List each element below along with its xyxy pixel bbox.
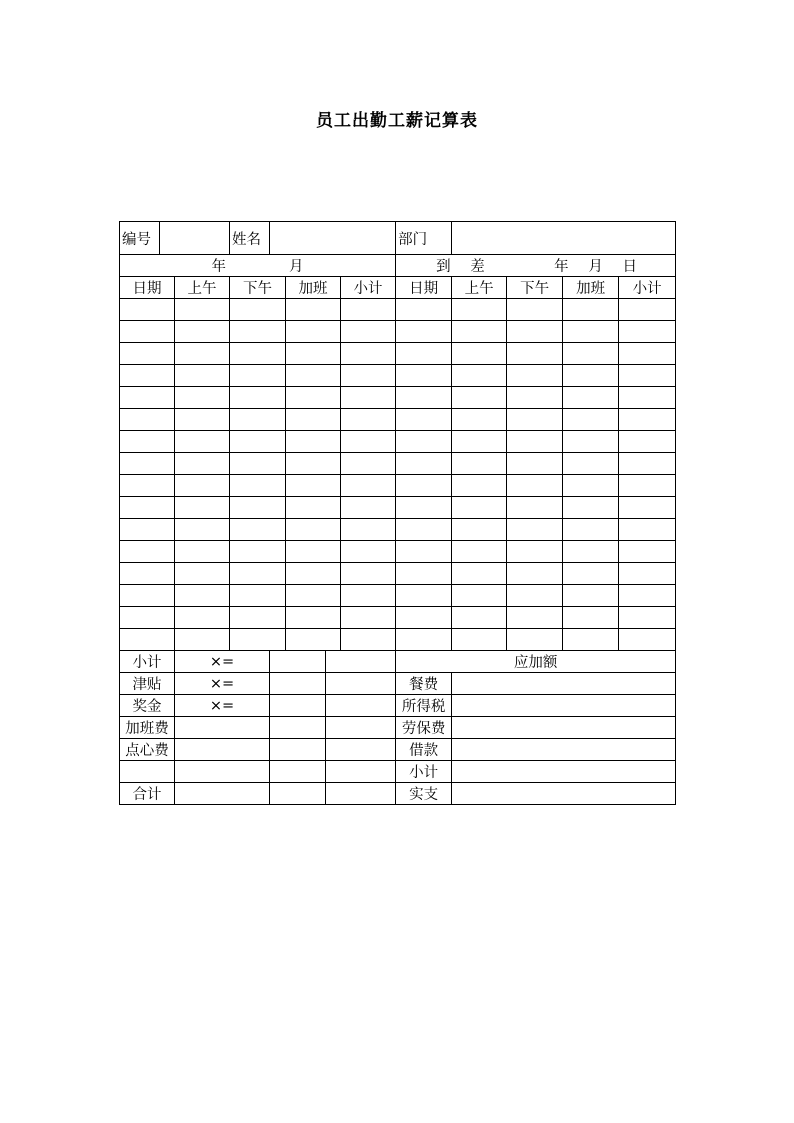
table-cell[interactable] <box>341 365 396 387</box>
table-cell[interactable] <box>286 563 341 585</box>
table-cell[interactable] <box>120 343 175 365</box>
name-label: 姓名 <box>230 222 270 255</box>
net-pay-label: 实支 <box>396 783 452 805</box>
table-cell[interactable] <box>507 519 563 541</box>
table-cell[interactable] <box>120 409 175 431</box>
table-cell[interactable] <box>175 585 230 607</box>
table-cell[interactable] <box>507 431 563 453</box>
table-cell[interactable] <box>507 321 563 343</box>
column-header: 下午 <box>507 277 563 299</box>
table-cell[interactable] <box>619 453 676 475</box>
meal-fee-field[interactable] <box>452 673 676 695</box>
table-cell[interactable] <box>286 475 341 497</box>
table-cell[interactable] <box>175 519 230 541</box>
table-row <box>120 431 676 453</box>
table-row <box>120 629 676 651</box>
table-cell[interactable] <box>120 497 175 519</box>
summary-row <box>120 673 676 695</box>
trip-year-label: 年 <box>554 259 569 275</box>
dept-label: 部门 <box>396 222 452 255</box>
table-cell[interactable] <box>452 321 507 343</box>
table-cell[interactable] <box>286 541 341 563</box>
table-cell[interactable] <box>452 431 507 453</box>
summary-cell[interactable] <box>175 783 270 805</box>
table-cell[interactable] <box>563 321 619 343</box>
summary-row <box>120 651 676 673</box>
table-cell[interactable] <box>396 519 452 541</box>
trip-month-label: 月 <box>588 259 603 275</box>
table-row <box>120 453 676 475</box>
column-header-row <box>120 277 676 299</box>
summary-row <box>120 695 676 717</box>
table-cell[interactable] <box>563 431 619 453</box>
table-cell[interactable] <box>396 387 452 409</box>
deductions-header: 应加额 <box>396 651 676 673</box>
table-cell[interactable] <box>120 629 175 651</box>
table-cell[interactable] <box>396 453 452 475</box>
table-cell[interactable] <box>619 475 676 497</box>
table-cell[interactable] <box>120 431 175 453</box>
table-cell[interactable] <box>286 343 341 365</box>
table-cell[interactable] <box>230 299 286 321</box>
summary-cell[interactable] <box>326 783 396 805</box>
column-header: 下午 <box>230 277 286 299</box>
table-cell[interactable] <box>120 585 175 607</box>
table-cell[interactable] <box>230 607 286 629</box>
table-cell[interactable] <box>341 431 396 453</box>
labor-insurance-label: 劳保费 <box>396 717 452 739</box>
allowance-label: 津贴 <box>120 673 175 695</box>
overtime-pay-label: 加班费 <box>120 717 175 739</box>
table-row <box>120 607 676 629</box>
table-cell[interactable] <box>286 585 341 607</box>
table-cell[interactable] <box>341 541 396 563</box>
table-cell[interactable] <box>619 497 676 519</box>
table-cell[interactable] <box>120 541 175 563</box>
table-cell[interactable] <box>286 431 341 453</box>
trip-label-b: 差 <box>470 259 485 275</box>
table-cell[interactable] <box>452 629 507 651</box>
summary-cell[interactable] <box>270 695 326 717</box>
table-cell[interactable] <box>120 299 175 321</box>
snack-fee-label: 点心费 <box>120 739 175 761</box>
attendance-pay-table <box>119 221 676 805</box>
period-row <box>120 255 676 277</box>
table-cell[interactable] <box>563 409 619 431</box>
table-cell[interactable] <box>507 299 563 321</box>
meal-fee-label: 餐费 <box>396 673 452 695</box>
table-cell[interactable] <box>507 387 563 409</box>
table-cell[interactable] <box>230 343 286 365</box>
table-cell[interactable] <box>341 585 396 607</box>
table-cell[interactable] <box>563 387 619 409</box>
table-cell[interactable] <box>230 541 286 563</box>
table-cell[interactable] <box>563 475 619 497</box>
column-header: 上午 <box>452 277 507 299</box>
table-cell[interactable] <box>230 365 286 387</box>
column-header: 上午 <box>175 277 230 299</box>
column-header: 小计 <box>341 277 396 299</box>
page-title: 员工出勤工薪记算表 <box>316 111 478 131</box>
table-cell[interactable] <box>396 607 452 629</box>
table-cell[interactable] <box>619 299 676 321</box>
table-cell[interactable] <box>341 475 396 497</box>
table-cell[interactable] <box>396 497 452 519</box>
table-cell[interactable] <box>619 563 676 585</box>
table-cell[interactable] <box>619 629 676 651</box>
table-cell[interactable] <box>619 607 676 629</box>
table-cell[interactable] <box>396 299 452 321</box>
allowance-times: ×= <box>175 673 270 695</box>
table-cell[interactable] <box>563 541 619 563</box>
table-cell[interactable] <box>452 453 507 475</box>
labor-insurance-field[interactable] <box>452 717 676 739</box>
table-cell[interactable] <box>563 497 619 519</box>
table-cell[interactable] <box>452 541 507 563</box>
table-row <box>120 585 676 607</box>
table-cell[interactable] <box>396 431 452 453</box>
table-row <box>120 299 676 321</box>
table-cell[interactable] <box>286 409 341 431</box>
table-cell[interactable] <box>341 453 396 475</box>
table-cell[interactable] <box>507 585 563 607</box>
table-row <box>120 409 676 431</box>
table-cell[interactable] <box>619 409 676 431</box>
table-cell[interactable] <box>175 541 230 563</box>
summary-cell[interactable] <box>326 695 396 717</box>
bonus-label: 奖金 <box>120 695 175 717</box>
table-row <box>120 563 676 585</box>
table-cell[interactable] <box>230 497 286 519</box>
name-field[interactable] <box>270 222 396 255</box>
summary-cell[interactable] <box>326 717 396 739</box>
total-label: 合计 <box>120 783 175 805</box>
table-cell[interactable] <box>230 563 286 585</box>
table-cell[interactable] <box>619 321 676 343</box>
table-cell[interactable] <box>396 585 452 607</box>
table-cell[interactable] <box>507 541 563 563</box>
table-cell[interactable] <box>563 519 619 541</box>
table-cell[interactable] <box>286 497 341 519</box>
table-cell[interactable] <box>396 343 452 365</box>
table-row <box>120 475 676 497</box>
table-row <box>120 519 676 541</box>
month-label: 月 <box>289 259 304 275</box>
table-cell[interactable] <box>120 387 175 409</box>
table-cell[interactable] <box>507 343 563 365</box>
summary-cell[interactable] <box>326 761 396 783</box>
year-label: 年 <box>211 259 227 275</box>
table-cell[interactable] <box>396 541 452 563</box>
table-cell[interactable] <box>619 365 676 387</box>
table-cell[interactable] <box>175 497 230 519</box>
period-cell[interactable] <box>120 255 396 277</box>
bonus-times: ×= <box>175 695 270 717</box>
income-tax-field[interactable] <box>452 695 676 717</box>
table-cell[interactable] <box>341 299 396 321</box>
table-cell[interactable] <box>286 519 341 541</box>
table-cell[interactable] <box>286 365 341 387</box>
column-header: 日期 <box>120 277 175 299</box>
summary-cell[interactable] <box>175 717 270 739</box>
loan-label: 借款 <box>396 739 452 761</box>
table-cell[interactable] <box>175 475 230 497</box>
table-cell[interactable] <box>341 497 396 519</box>
table-cell[interactable] <box>507 453 563 475</box>
table-cell[interactable] <box>452 365 507 387</box>
table-cell[interactable] <box>563 607 619 629</box>
deduct-subtotal-label: 小计 <box>396 761 452 783</box>
loan-field[interactable] <box>452 739 676 761</box>
table-cell[interactable] <box>341 321 396 343</box>
table-cell[interactable] <box>619 343 676 365</box>
table-row <box>120 497 676 519</box>
summary-cell[interactable] <box>326 673 396 695</box>
table-cell[interactable] <box>452 607 507 629</box>
table-cell[interactable] <box>452 497 507 519</box>
table-cell[interactable] <box>230 453 286 475</box>
table-cell[interactable] <box>507 607 563 629</box>
subtotal-times: ×= <box>175 651 270 673</box>
table-cell[interactable] <box>120 453 175 475</box>
table-cell[interactable] <box>507 409 563 431</box>
table-cell[interactable] <box>120 365 175 387</box>
table-cell[interactable] <box>286 321 341 343</box>
table-cell[interactable] <box>175 607 230 629</box>
income-tax-label: 所得税 <box>396 695 452 717</box>
summary-cell[interactable] <box>270 717 326 739</box>
table-cell[interactable] <box>396 629 452 651</box>
table-row <box>120 321 676 343</box>
table-cell[interactable] <box>341 409 396 431</box>
trip-cell[interactable] <box>396 255 676 277</box>
summary-cell[interactable] <box>270 783 326 805</box>
table-row <box>120 343 676 365</box>
table-cell[interactable] <box>507 629 563 651</box>
table-cell[interactable] <box>396 365 452 387</box>
table-cell[interactable] <box>341 343 396 365</box>
table-cell[interactable] <box>507 475 563 497</box>
table-cell[interactable] <box>286 607 341 629</box>
table-cell[interactable] <box>230 629 286 651</box>
table-cell[interactable] <box>563 453 619 475</box>
table-cell[interactable] <box>230 321 286 343</box>
subtotal-label: 小计 <box>120 651 175 673</box>
table-cell[interactable] <box>396 321 452 343</box>
summary-cell[interactable] <box>326 739 396 761</box>
table-cell[interactable] <box>120 519 175 541</box>
table-cell[interactable] <box>230 387 286 409</box>
table-cell[interactable] <box>341 607 396 629</box>
table-cell[interactable] <box>175 365 230 387</box>
table-cell[interactable] <box>396 563 452 585</box>
table-cell[interactable] <box>120 321 175 343</box>
table-cell[interactable] <box>396 475 452 497</box>
table-cell[interactable] <box>286 387 341 409</box>
table-cell[interactable] <box>563 299 619 321</box>
table-cell[interactable] <box>230 585 286 607</box>
table-cell[interactable] <box>452 343 507 365</box>
table-cell[interactable] <box>286 453 341 475</box>
table-cell[interactable] <box>452 585 507 607</box>
summary-cell[interactable] <box>270 673 326 695</box>
number-label: 编号 <box>120 222 160 255</box>
summary-cell[interactable] <box>326 651 396 673</box>
table-cell[interactable] <box>452 563 507 585</box>
table-row <box>120 541 676 563</box>
table-cell[interactable] <box>120 607 175 629</box>
table-cell[interactable] <box>452 299 507 321</box>
table-cell[interactable] <box>619 387 676 409</box>
table-cell[interactable] <box>175 629 230 651</box>
dept-field[interactable] <box>452 222 676 255</box>
summary-cell[interactable] <box>270 761 326 783</box>
summary-row <box>120 783 676 805</box>
table-cell[interactable] <box>452 387 507 409</box>
table-cell[interactable] <box>563 563 619 585</box>
table-cell[interactable] <box>452 475 507 497</box>
table-cell[interactable] <box>563 629 619 651</box>
table-cell[interactable] <box>341 519 396 541</box>
table-cell[interactable] <box>396 409 452 431</box>
column-header: 加班 <box>563 277 619 299</box>
table-cell[interactable] <box>341 563 396 585</box>
table-cell[interactable] <box>175 409 230 431</box>
summary-row <box>120 717 676 739</box>
table-cell[interactable] <box>341 387 396 409</box>
table-cell[interactable] <box>175 387 230 409</box>
table-cell[interactable] <box>507 365 563 387</box>
table-cell[interactable] <box>507 563 563 585</box>
table-cell[interactable] <box>563 585 619 607</box>
header-row <box>120 222 676 255</box>
table-cell[interactable] <box>563 365 619 387</box>
column-header: 日期 <box>396 277 452 299</box>
table-cell[interactable] <box>120 563 175 585</box>
table-row <box>120 387 676 409</box>
table-cell[interactable] <box>563 343 619 365</box>
column-header: 小计 <box>619 277 676 299</box>
summary-cell[interactable] <box>270 651 326 673</box>
table-cell[interactable] <box>175 321 230 343</box>
table-cell[interactable] <box>286 629 341 651</box>
net-pay-field[interactable] <box>452 783 676 805</box>
table-cell[interactable] <box>175 563 230 585</box>
summary-cell[interactable] <box>175 761 270 783</box>
blank-label <box>120 761 175 783</box>
number-field[interactable] <box>160 222 230 255</box>
trip-label-a: 到 <box>436 259 451 275</box>
table-cell[interactable] <box>452 409 507 431</box>
table-cell[interactable] <box>230 475 286 497</box>
column-header: 加班 <box>286 277 341 299</box>
table-cell[interactable] <box>230 519 286 541</box>
table-cell[interactable] <box>175 299 230 321</box>
table-cell[interactable] <box>341 629 396 651</box>
table-cell[interactable] <box>619 431 676 453</box>
table-cell[interactable] <box>452 519 507 541</box>
table-cell[interactable] <box>175 453 230 475</box>
summary-cell[interactable] <box>270 739 326 761</box>
table-cell[interactable] <box>175 343 230 365</box>
table-row <box>120 365 676 387</box>
deduct-subtotal-field[interactable] <box>452 761 676 783</box>
summary-row <box>120 739 676 761</box>
table-cell[interactable] <box>619 519 676 541</box>
summary-row <box>120 761 676 783</box>
table-cell[interactable] <box>120 475 175 497</box>
trip-day-label: 日 <box>622 259 638 275</box>
table-cell[interactable] <box>230 409 286 431</box>
table-cell[interactable] <box>175 431 230 453</box>
table-cell[interactable] <box>230 431 286 453</box>
table-cell[interactable] <box>507 497 563 519</box>
summary-cell[interactable] <box>175 739 270 761</box>
table-cell[interactable] <box>286 299 341 321</box>
table-cell[interactable] <box>619 585 676 607</box>
table-cell[interactable] <box>619 541 676 563</box>
